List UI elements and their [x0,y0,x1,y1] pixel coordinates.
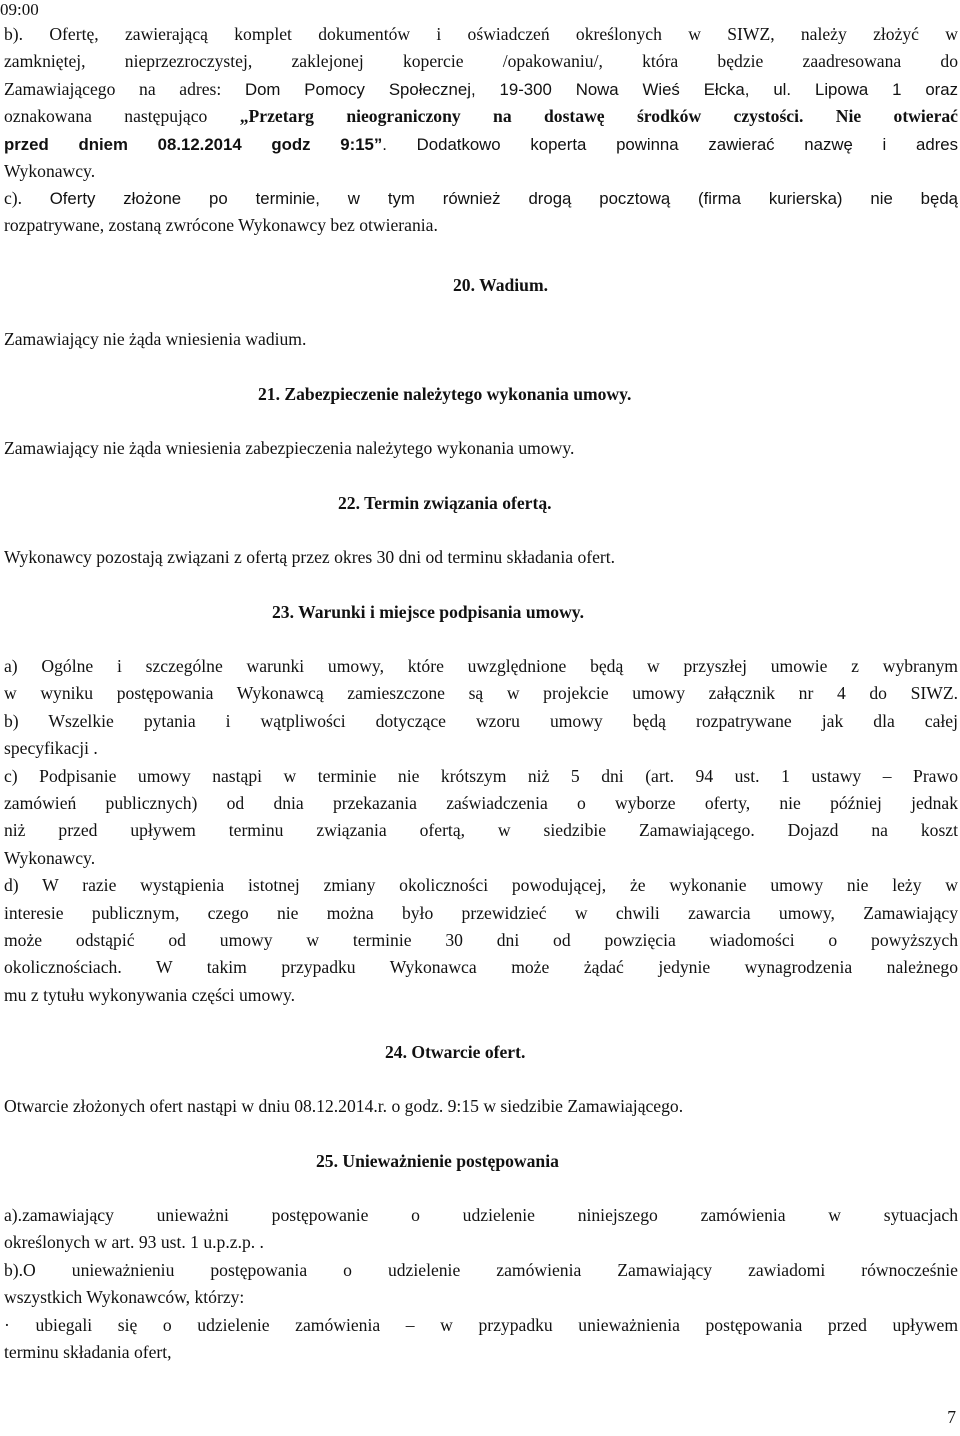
page-number: 7 [947,1407,956,1427]
section-text-22 [4,544,958,571]
bold-text-run: „Przetarg nieograniczony na dostawę środków czystości. Nie otwierać [239,106,958,127]
paragraph-line: Wykonawcy. [4,161,96,182]
paragraph-line [4,185,958,212]
section-text-24 [4,1093,958,1120]
paragraph-line [4,131,958,158]
paragraph-line: rozpatrywane, zostaną zwrócone Wykonawcy bez otwierania. [4,215,438,236]
paragraph-line: b). Ofertę, zawierającą komplet dokumentów i oświadczeń określonych w SIWZ, należy złożyć w [4,24,958,44]
text-run: . Dodatkowo koperta powinna zawierać nazwę i adres [382,134,959,154]
section-text-20 [4,326,958,353]
paragraph-line: Zamawiający nie żąda wniesienia wadium. [4,329,307,349]
paragraph-line: Wykonawcy pozostają związani z ofertą przez okres 30 dni od terminu składania ofert. [4,547,616,567]
paragraph-line [4,103,958,130]
bold-text-run: przed dniem 08.12.2014 godz 9:15” [4,134,383,154]
section-heading-22: 22. Termin związania ofertą. [338,493,552,513]
text-run: oznakowana następująco [4,106,240,127]
text-run: c). [4,188,50,208]
paragraph-line: a) Ogólne i szczególne warunki umowy, które uwzględnione będą w przyszłej umowie z wybranym [4,656,958,676]
paragraph-line: zamkniętej, nieprzezroczystej, zaklejonej kopercie /opakowaniu/, która będzie zaadresowana do [4,51,958,72]
section-text-23 [4,653,958,1009]
paragraph-line: Wykonawcy. [4,847,96,868]
paragraph-line: b) Wszelkie pytania i wątpliwości dotyczące wzoru umowy będą rozpatrywane jak dla całej [4,710,958,731]
timestamp: 09:00 [0,0,39,19]
section-heading-20: 20. Wadium. [453,275,549,295]
paragraph-line: interesie publicznym, czego nie można było przewidzieć w chwili zawarcia umowy, Zamawiający [4,902,958,923]
paragraph-line: może odstąpić od umowy w terminie 30 dni od powzięcia wiadomości o powyższych [4,930,958,951]
paragraph-b [4,21,958,185]
section-heading-23: 23. Warunki i miejsce podpisania umowy. [272,602,585,622]
paragraph-line: Otwarcie złożonych ofert nastąpi w dniu 08.12.2014.r. o godz. 9:15 w siedzibie Zamawiającego. [4,1096,684,1116]
section-heading-21: 21. Zabezpieczenie należytego wykonania umowy. [258,384,632,404]
text-run: Oferty złożone po terminie, w tym również drogą pocztową (firma kurierska) nie będą [49,189,958,208]
section-heading-25: 25. Unieważnienie postępowania [316,1151,559,1171]
paragraph-line: terminu składania ofert, [4,1342,172,1363]
section-text-25 [4,1202,958,1366]
paragraph-line: okolicznościach. W takim przypadku Wykonawca może żądać jedynie wynagrodzenia należnego [4,957,958,978]
section-text-21 [4,435,958,462]
text-run: Zamawiającego na adres: [4,78,245,99]
paragraph-line [4,76,958,103]
paragraph-c [4,185,958,240]
paragraph-line: d) W razie wystąpienia istotnej zmiany okoliczności powodującej, że wykonanie umowy nie leży w [4,875,958,896]
paragraph-line: · ubiegali się o udzielenie zamówienia – w przypadku unieważnienia postępowania przed upływem [4,1314,958,1335]
paragraph-line: mu z tytułu wykonywania części umowy. [4,984,296,1005]
paragraph-line: c) Podpisanie umowy nastąpi w terminie nie krótszym niż 5 dni (art. 94 ust. 1 ustawy – Prawo [4,765,958,786]
paragraph-line: w wyniku postępowania Wykonawcą zamieszczone są w projekcie umowy załącznik nr 4 do SIWZ. [4,683,958,704]
text-run: Dom Pomocy Społecznej, 19-300 Nowa Wieś Ełcka, ul. Lipowa 1 oraz [244,79,958,99]
paragraph-line: zamówień publicznych) od dnia przekazania zaświadczenia o wyborze oferty, nie później jednak [4,793,958,814]
paragraph-line: określonych w art. 93 ust. 1 u.p.z.p. . [4,1232,264,1253]
paragraph-line: a).zamawiający unieważni postępowanie o udzielenie niniejszego zamówienia w sytuacjach [4,1205,958,1225]
section-heading-24: 24. Otwarcie ofert. [385,1042,526,1062]
paragraph-line: b).O unieważnieniu postępowania o udzielenie zamówienia Zamawiający zawiadomi równocześnie [4,1259,958,1280]
paragraph-line: wszystkich Wykonawców, którzy: [4,1287,245,1308]
paragraph-line: niż przed upływem terminu związania ofertą, w siedzibie Zamawiającego. Dojazd na koszt [4,820,958,841]
paragraph-line: Zamawiający nie żąda wniesienia zabezpieczenia należytego wykonania umowy. [4,438,575,458]
paragraph-line: specyfikacji . [4,738,98,759]
